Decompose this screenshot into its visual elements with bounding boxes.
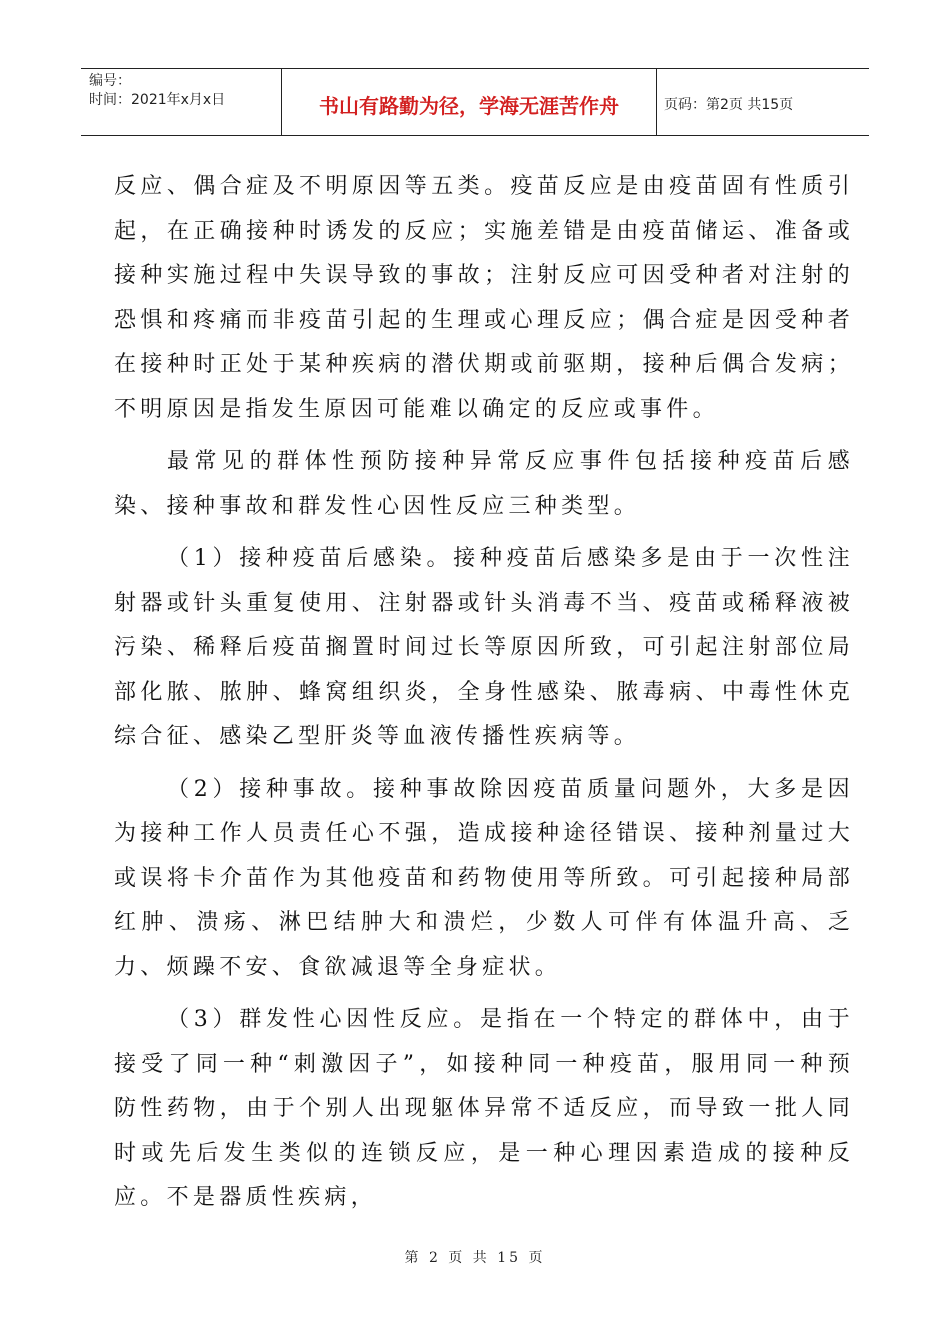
header-page-info: 页码：第2页 共15页: [664, 97, 794, 113]
body-paragraph-3: （1）接种疫苗后感染。接种疫苗后感染多是由于一次性注射器或针头重复使用、注射器或针头消毒不当、疫苗或稀释液被污染、稀释后疫苗搁置时间过长等原因所致，可引起注射部位局部化脓、脓肿、蜂窝组织炎，全身性感染、脓毒病、中毒性休克综合征、感染乙型肝炎等血液传播性疾病等。: [114, 546, 854, 749]
page-header: [81, 68, 869, 136]
body-paragraph-4: （2）接种事故。接种事故除因疫苗质量问题外，大多是因为接种工作人员责任心不强，造成接种途径错误、接种剂量过大或误将卡介苗作为其他疫苗和药物使用等所致。可引起接种局部红肿、溃疡、淋巴结肿大和溃烂，少数人可伴有体温升高、乏力、烦躁不安、食欲减退等全身症状。: [114, 776, 854, 980]
document-date: 时间：2021年x月x日: [89, 92, 226, 108]
header-meta: [81, 69, 282, 135]
page-footer: 第 2 页 共 15 页: [404, 1250, 546, 1266]
document-number-label: 编号：: [89, 73, 131, 89]
header-motto: 书山有路勤为径，学海无涯苦作舟: [282, 69, 657, 135]
body-paragraph-2: 最常见的群体性预防接种异常反应事件包括接种疫苗后感染、接种事故和群发性心因性反应三种类型。: [114, 449, 854, 519]
body-paragraph-5: （3）群发性心因性反应。是指在一个特定的群体中，由于接受了同一种“刺激因子”，如接种同一种疫苗，服用同一种预防性药物，由于个别人出现躯体异常不适反应，而导致一批人同时或先后发生类似的连锁反应，是一种心理因素造成的接种反应。不是器质性疾病，: [114, 1007, 854, 1210]
document-body: [114, 165, 854, 1221]
body-paragraph-1: 反应、偶合症及不明原因等五类。疫苗反应是由疫苗固有性质引起，在正确接种时诱发的反应；实施差错是由疫苗储运、准备或接种实施过程中失误导致的事故；注射反应可因受种者对注射的恐惧和疼痛而非疫苗引起的生理或心理反应；偶合症是因受种者在接种时正处于某种疾病的潜伏期或前驱期，接种后偶合发病；不明原因是指发生原因可能难以确定的反应或事件。: [114, 174, 854, 422]
